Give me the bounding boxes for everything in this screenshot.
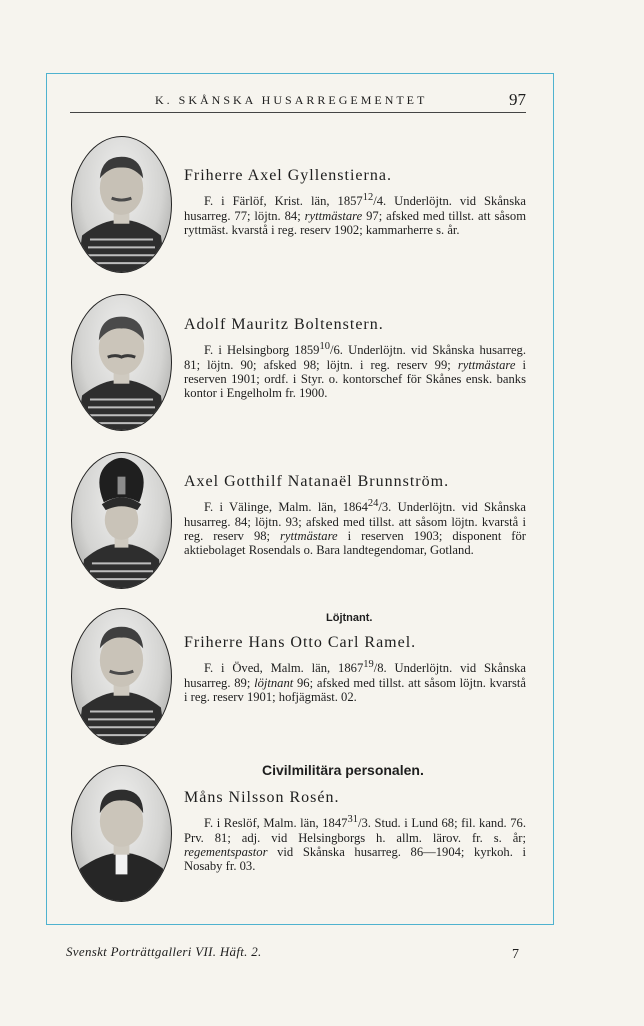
- hussar-portrait-icon: [71, 608, 172, 745]
- page-number: 97: [509, 90, 526, 109]
- clergyman-portrait-icon: [71, 765, 172, 902]
- entry-bio: F. i Färlöf, Krist. län, 1857$^{12}$/4. Underlöjtn. vid Skånska husarreg. 77; löjtn. 84; ryttmästare 97; afsked med tillst. att såsom ryttmäst. kvarstå i reg. reserv 1902; kammarherre s. år.: [184, 192, 526, 237]
- entry-ramel: [184, 633, 526, 704]
- entry-rosen: [184, 788, 526, 874]
- entry-bio: F. i Helsingborg 1859$^{10}$/6. Underlöjtn. vid Skånska husarreg. 81; löjtn. 90; afsked 98; löjtn. i reg. reserv 99; ryttmästare i reserven 1901; ordf. i Styr. o. kontorschef för Skånes ensk. banks kontor i Engelholm fr. 1900.: [184, 341, 526, 401]
- section-heading-lojtnant: Löjtnant.: [326, 612, 373, 624]
- entry-gyllenstierna: [184, 166, 526, 237]
- entry-bio: F. i Öved, Malm. län, 1867$^{19}$/8. Underlöjtn. vid Skånska husarreg. 89; löjtnant 96; afsked med tillst. att såsom löjtn. kvarstå i reg. reserv 1901; hofjägmäst. 02.: [184, 659, 527, 704]
- entry-boltenstern: [184, 315, 526, 401]
- entry-bio: F. i Välinge, Malm. län, 1864$^{24}$/3. Underlöjtn. vid Skånska husarreg. 84; löjtn. 93; afsked med tillst. att såsom löjtn. kvarstå i reg. reserv 98; ryttmästare i reserven 1903; disponent för aktiebolaget Rosendals o. Bara landtegendomar, Gotland.: [184, 498, 527, 558]
- entry-name: Måns Nilsson Rosén.: [184, 789, 340, 806]
- running-title: K. SKÅNSKA HUSARREGEMENTET: [155, 93, 428, 107]
- plumed-helmet-portrait-icon: [71, 452, 172, 589]
- running-header: [70, 90, 526, 113]
- entry-name: Friherre Hans Otto Carl Ramel.: [184, 634, 417, 651]
- section-heading-civil: Civilmilitära personalen.: [262, 762, 424, 778]
- entry-name: Adolf Mauritz Boltenstern.: [184, 316, 384, 333]
- hussar-portrait-icon: [71, 136, 172, 273]
- entry-name: Friherre Axel Gyllenstierna.: [184, 167, 392, 184]
- hussar-portrait-icon: [71, 294, 172, 431]
- entry-name: Axel Gotthilf Natanaël Brunnström.: [184, 473, 450, 490]
- footer-signature: 7: [512, 947, 519, 962]
- entry-brunnstrom: [184, 472, 526, 558]
- footer-publication: Svenskt Porträttgalleri VII. Häft. 2.: [66, 944, 262, 959]
- entry-bio: F. i Reslöf, Malm. län, 1847$^{31}$/3. Stud. i Lund 68; fil. kand. 76. Prv. 81; adj. vid Helsingborgs h. allm. lärov. fr. s. år; regementspastor vid Skånska husarreg. 86—1904; kyrkoh. i Nosaby fr. 03.: [184, 814, 526, 874]
